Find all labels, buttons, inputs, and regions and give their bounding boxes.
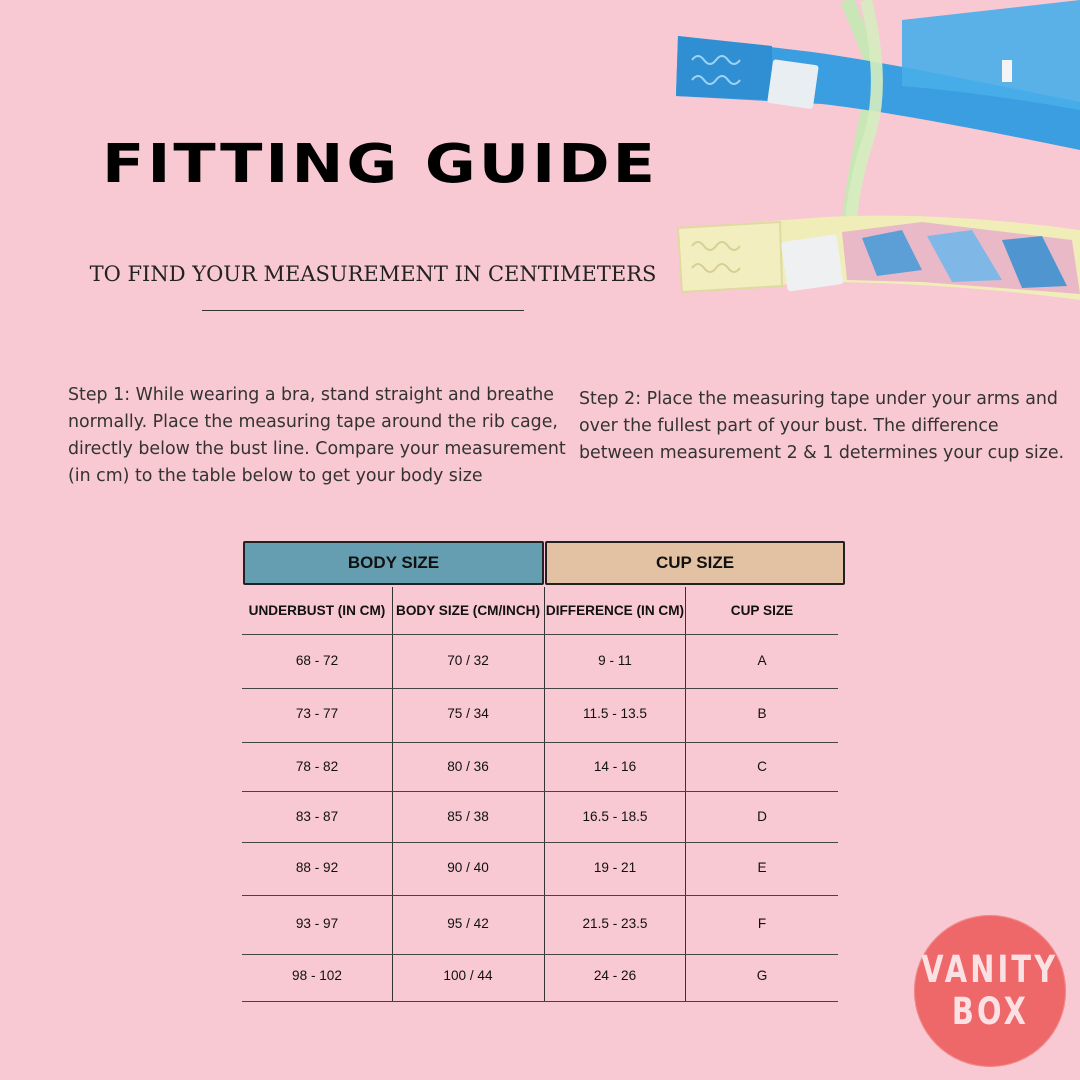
- cup-size-header: CUP SIZE: [545, 541, 845, 585]
- difference-cell: 11.5 - 13.5: [583, 706, 647, 721]
- row-divider: [242, 634, 838, 635]
- body-size-cell: 80 / 36: [447, 759, 489, 774]
- underbust-cell: 78 - 82: [295, 759, 339, 774]
- difference-cell: 21.5 - 23.5: [582, 916, 648, 931]
- column-header-body-size: BODY SIZE (CM/INCH): [396, 603, 540, 618]
- column-divider: [685, 587, 686, 1002]
- cup-size-cell: B: [757, 706, 767, 721]
- column-divider: [544, 587, 545, 1002]
- difference-cell: 16.5 - 18.5: [582, 809, 648, 824]
- page-subtitle: TO FIND YOUR MEASUREMENT IN CENTIMETERS: [89, 262, 657, 286]
- page-title: FITTING GUIDE: [102, 132, 658, 195]
- logo-line-2: BOX: [951, 990, 1029, 1033]
- vanity-box-logo: [914, 915, 1066, 1067]
- body-size-cell: 70 / 32: [447, 653, 489, 668]
- column-divider: [392, 587, 393, 1002]
- row-divider: [242, 742, 838, 743]
- body-size-header: BODY SIZE: [243, 541, 544, 585]
- difference-cell: 19 - 21: [593, 860, 637, 875]
- underbust-cell: 83 - 87: [295, 809, 339, 824]
- underbust-cell: 73 - 77: [295, 706, 339, 721]
- underbust-cell: 93 - 97: [295, 916, 339, 931]
- underbust-cell: 88 - 92: [295, 860, 339, 875]
- divider-line: [202, 310, 524, 311]
- column-header-difference: DIFFERENCE (IN CM): [545, 603, 685, 618]
- body-size-cell: 75 / 34: [447, 706, 489, 721]
- row-divider: [242, 688, 838, 689]
- row-divider: [242, 895, 838, 896]
- logo-line-1: VANITY: [921, 948, 1059, 991]
- cup-size-cell: C: [757, 759, 767, 774]
- column-header-cup-size: CUP SIZE: [730, 603, 794, 618]
- step-1-instructions: Step 1: While wearing a bra, stand straight and breathe normally. Place the measuring tape around the rib cage, directly below the bust line. Compare your measurement (in cm) to the table below to get your body size: [68, 385, 566, 486]
- row-divider: [242, 791, 838, 792]
- cup-size-cell: D: [757, 809, 767, 824]
- cup-size-cell: A: [757, 653, 767, 668]
- body-size-cell: 85 / 38: [447, 809, 489, 824]
- step-2-instructions: Step 2: Place the measuring tape under your arms and over the fullest part of your bust. The difference between measurement 2 & 1 determines your cup size.: [579, 389, 1065, 463]
- difference-cell: 14 - 16: [593, 759, 637, 774]
- difference-cell: 24 - 26: [593, 968, 637, 983]
- row-divider: [242, 842, 838, 843]
- bra-product-photo: [672, 0, 1080, 300]
- body-size-cell: 95 / 42: [447, 916, 489, 931]
- body-size-cell: 100 / 44: [443, 968, 493, 983]
- row-divider: [242, 1001, 838, 1002]
- body-size-cell: 90 / 40: [447, 860, 489, 875]
- underbust-cell: 98 - 102: [292, 968, 342, 983]
- difference-cell: 9 - 11: [598, 653, 632, 668]
- row-divider: [242, 954, 838, 955]
- cup-size-cell: F: [757, 916, 767, 931]
- cup-size-cell: G: [756, 968, 768, 983]
- column-header-underbust: UNDERBUST (IN CM): [248, 603, 386, 618]
- cup-size-cell: E: [757, 860, 767, 875]
- underbust-cell: 68 - 72: [295, 653, 339, 668]
